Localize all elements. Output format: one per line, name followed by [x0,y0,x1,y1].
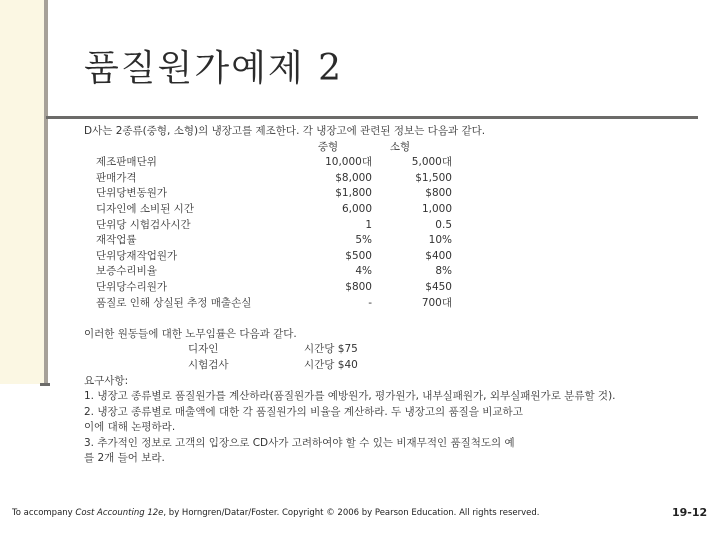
slide-content [84,124,656,467]
table-row [84,296,656,312]
row-medium-value: 6,000 [341,202,372,215]
divider-marker [40,383,50,386]
footer-copyright [12,508,539,518]
table-row [84,218,656,234]
cost-intro-text: 이러한 원동들에 대한 노무임률은 다음과 같다. [84,327,297,340]
row-small-value: $400 [425,249,452,262]
row-label: 디자인에 소비된 시간 [96,202,194,215]
row-label: 단위당 시험검사시간 [96,218,191,231]
note-line: 이에 대해 논평하라. [84,421,176,434]
row-medium-value: 5% [355,234,372,247]
cost-rate: 시간당 $40 [304,358,358,371]
table-header [84,140,656,156]
row-small-value: $1,500 [415,171,452,184]
intro-text: D사는 2종류(중형, 소형)의 냉장고를 제조한다. 각 냉장고에 관련된 정보는 다음과 같다. [84,125,486,137]
footer-book-title: Cost Accounting 12e [75,508,164,518]
row-label: 단위당수리원가 [96,280,168,293]
row-medium-value: $8,000 [335,171,372,184]
table-row [84,264,656,280]
row-medium-value: 1 [365,218,372,231]
note-line: 를 2개 들어 보라. [84,452,165,465]
spacer [84,311,656,327]
row-medium-value: $800 [345,280,372,293]
table-row [84,280,656,296]
table-row [84,155,656,171]
table-row [84,202,656,218]
row-label: 제조판매단위 [96,156,157,169]
row-label: 재작업률 [96,234,137,247]
notes-heading: 요구사항: [84,374,129,387]
row-small-value: $450 [425,280,452,293]
row-label: 보증수리비율 [96,265,157,278]
row-small-value: 0.5 [435,218,452,231]
note-line: 3. 추가적인 정보로 고객의 입장으로 CD사가 고려하여야 할 수 있는 비재무적인 품질척도의 예 [84,436,515,449]
left-accent-bar [0,0,48,384]
row-label: 단위당재작업원가 [96,249,178,262]
table-header-label [84,140,296,156]
footer-prefix: To accompany [12,508,76,518]
row-small-value: 1,000 [421,202,452,215]
cost-rate: 시간당 $75 [304,343,358,356]
table-header-small: 소형 [389,140,411,153]
note-line: 2. 냉장고 종류별로 매출액에 대한 각 품질원가의 비율을 계산하라. 두 냉장고의 품질을 비교하고 [84,405,523,418]
slide-title: 품질원가예제 2 [84,48,344,89]
row-label: 판매가격 [96,171,137,184]
table-row [84,171,656,187]
table-row [84,233,656,249]
row-medium-value: 10,000대 [325,156,372,169]
cost-role: 디자인 [188,343,219,356]
table-row [84,186,656,202]
row-small-value: 5,000대 [411,156,452,169]
cost-role: 시험검사 [188,358,229,371]
left-accent-edge [44,0,48,384]
title-divider [46,116,698,119]
note-line: 1. 냉장고 종류별로 품질원가를 계산하라(품질원가를 예방원가, 평가원가, 내부실패원가, 외부실패원가로 분류할 것). [84,390,616,403]
row-medium-value: $1,800 [335,187,372,200]
row-medium-value: $500 [345,249,372,262]
row-small-value: 8% [435,265,452,278]
table-row [84,249,656,265]
row-label: 품질로 인해 상실된 추정 매출손실 [96,296,252,309]
cost-rate-row [84,358,656,374]
row-medium-value: - [368,296,372,309]
row-medium-value: 4% [355,265,372,278]
cost-rate-row [84,342,656,358]
page-number: 19-12 [672,506,708,519]
table-header-medium: 중형 [317,140,339,153]
row-small-value: $800 [425,187,452,200]
row-label: 단위당변동원가 [96,187,168,200]
row-small-value: 10% [428,234,452,247]
row-small-value: 700대 [421,296,452,309]
footer-suffix: , by Horngren/Datar/Foster. Copyright © 2006 by Pearson Education. All rights reserved. [163,508,540,518]
